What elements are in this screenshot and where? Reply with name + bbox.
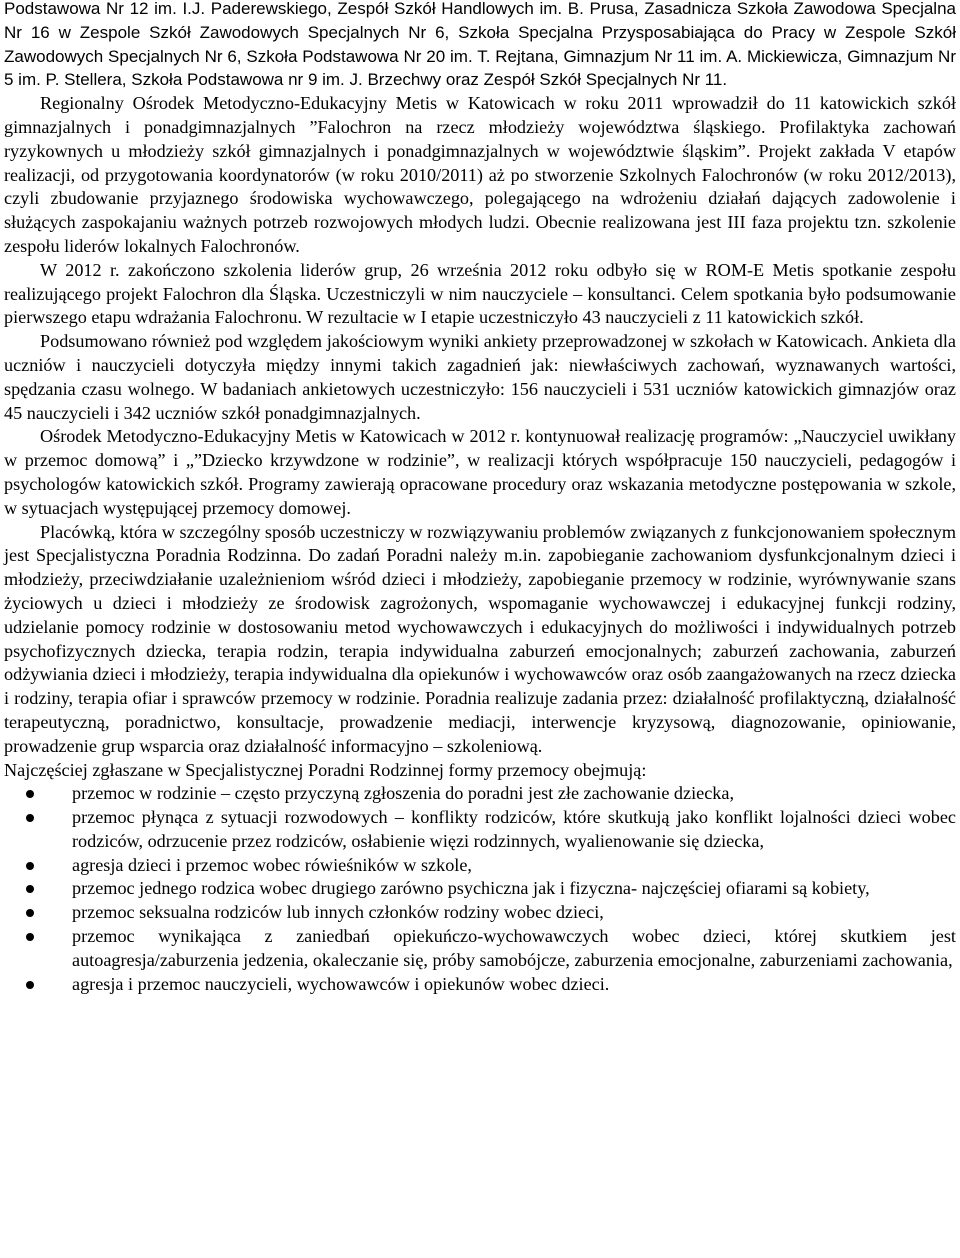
- paragraph-metis-falochron: Regionalny Ośrodek Metodyczno-Edukacyjny Metis w Katowicach w roku 2011 wprowadził do 11 katowickich szkół gimnazjalnych i ponadgimnazjalnych ”Falochron na rzecz młodzieży województwa śląskiego. Profilaktyka zachowań ryzykownych u młodzieży szkół gimnazjalnych i ponadgimnazjalnych w województwie śląskim”. Projekt zakłada V etapów realizacji, od przygotowania koordynatorów (w roku 2010/2011) aż po stworzenie Szkolnych Falochronów (w roku 2012/2013), czyli zbudowanie przyjaznego środowiska wychowawczego, polegającego na wdrożeniu działań dających zadowolenie i służących zaspokajaniu ważnych potrzeb rozwojowych młodych ludzi. Obecnie realizowana jest III faza projektu tzn. szkolenie zespołu liderów lokalnych Falochronów.: [4, 93, 956, 256]
- list-item-text: przemoc płynąca z sytuacji rozwodowych – konflikty rodziców, które skutkują jako konflikt lojalności dzieci wobec rodziców, odrzucenie przez rodziców, osłabienie więzi rodzinnych, wyalienowanie się dziecka,: [72, 807, 956, 851]
- intro-school-list: Podstawowa Nr 12 im. I.J. Paderewskiego, Zespół Szkół Handlowych im. B. Prusa, Zasadnicza Szkoła Zawodowa Specjalna Nr 16 w Zespole Szkół Zawodowych Specjalnych Nr 6, Szkoła Specjalna Przysposabiająca do Pracy w Zespole Szkół Zawodowych Specjalnych Nr 6, Szkoła Podstawowa Nr 20 im. T. Rejtana, Gimnazjum Nr 11 im. A. Mickiewicza, Gimnazjum Nr 5 im. P. Stellera, Szkoła Podstawowa nr 9 im. J. Brzechwy oraz Zespół Szkół Specjalnych Nr 11.: [4, 0, 956, 90]
- paragraph-domestic-violence-programs: Ośrodek Metodyczno-Edukacyjny Metis w Katowicach w 2012 r. kontynuował realizację programów: „Nauczyciel uwikłany w przemoc domową” i „”Dziecko krzywdzone w rodzinie”, w realizacji których współpracuje 150 nauczycieli, pedagogów i psychologów katowickich szkół. Programy zawierają opracowane procedury oraz wskazania metodyczne postępowania w szkole, w sytuacjach występującej przemocy domowej.: [4, 426, 956, 518]
- list-item-text: przemoc jednego rodzica wobec drugiego zarówno psychiczna jak i fizyczna- najczęściej ofiarami są kobiety,: [72, 878, 870, 899]
- document-page: [4, 0, 956, 996]
- paragraph-survey-results: Podsumowano również pod względem jakościowym wyniki ankiety przeprowadzonej w szkołach w Katowicach. Ankieta dla uczniów i nauczycieli dotyczyła między innymi takich zagadnień jak: niewłaściwych zachowań, wyznawanych wartości, spędzania czasu wolnego. W badaniach ankietowych uczestniczyło: 156 nauczycieli i 531 uczniów katowickich gimnazjów oraz 45 nauczycieli i 342 uczniów szkół ponadgimnazjalnych.: [4, 331, 956, 423]
- list-item: [72, 782, 956, 806]
- list-item-text: przemoc w rodzinie – często przyczyną zgłoszenia do poradni jest złe zachowanie dziecka,: [72, 783, 735, 804]
- list-item: [72, 806, 956, 854]
- list-intro: Najczęściej zgłaszane w Specjalistycznej Poradni Rodzinnej formy przemocy obejmują:: [4, 759, 647, 780]
- bullet-icon: [26, 909, 34, 917]
- bullet-icon: [26, 814, 34, 822]
- bullet-icon: [26, 981, 34, 989]
- list-item-text: agresja i przemoc nauczycieli, wychowawców i opiekunów wobec dzieci.: [72, 973, 610, 994]
- paragraph-leader-training: W 2012 r. zakończono szkolenia liderów grup, 26 września 2012 roku odbyło się w ROM-E Metis spotkanie zespołu realizującego projekt Falochron dla Śląska. Uczestniczyli w nim nauczyciele – konsultanci. Celem spotkania było podsumowanie pierwszego etapu wdrażania Falochronu. W rezultacie w I etapie uczestniczyło 43 nauczycieli z 11 katowickich szkół.: [4, 259, 956, 328]
- list-item: [72, 854, 956, 878]
- list-item-text: przemoc wynikająca z zaniedbań opiekuńczo-wychowawczych wobec dzieci, której skutkiem jest autoagresja/zaburzenia jedzenia, okaleczanie się, próby samobójcze, zaburzenia emocjonalne, zaburzeniami zachowania,: [72, 926, 956, 970]
- bullet-icon: [26, 885, 34, 893]
- list-item: [72, 901, 956, 925]
- bullet-icon: [26, 862, 34, 870]
- list-item-text: agresja dzieci i przemoc wobec rówieśników w szkole,: [72, 854, 472, 875]
- list-item: [72, 877, 956, 901]
- bullet-icon: [26, 933, 34, 941]
- list-item-text: przemoc seksualna rodziców lub innych członków rodziny wobec dzieci,: [72, 902, 604, 923]
- list-item: [72, 925, 956, 973]
- bullet-icon: [26, 790, 34, 798]
- list-item: [72, 973, 956, 997]
- paragraph-family-counselling: Placówką, która w szczególny sposób uczestniczy w rozwiązywaniu problemów związanych z funkcjonowaniem społecznym jest Specjalistyczna Poradnia Rodzinna. Do zadań Poradni należy m.in. zapobieganie zachowaniom dysfunkcjonalnym dzieci i młodzieży, przeciwdziałanie uzależnieniom wśród dzieci i młodzieży, zapobieganie przemocy w rodzinie, wyrównywanie szans życiowych u dzieci i młodzieży ze środowisk zagrożonych, wspomaganie wychowawczej i edukacyjnej funkcji rodziny, udzielanie pomocy rodzinie w dostosowaniu metod wychowawczych i edukacyjnych do możliwości i indywidualnych potrzeb psychofizycznych dziecka, terapia rodzin, terapia indywidualna zaburzeń emocjonalnych; zaburzeń zachowania, zaburzeń odżywiania dzieci i młodzieży, terapia indywidualna dla opiekunów i wychowawców oraz osób zaangażowanych na rzecz dziecka i rodziny, terapia ofiar i sprawców przemocy w rodzinie. Poradnia realizuje zadania przez: działalność profilaktyczną, działalność terapeutyczną, poradnictwo, konsultacje, prowadzenie mediacji, interwencje kryzysową, diagnozowanie, opiniowanie, prowadzenie grup wsparcia oraz działalność informacyjno – szkoleniową.: [4, 521, 956, 756]
- violence-forms-list: [4, 782, 956, 996]
